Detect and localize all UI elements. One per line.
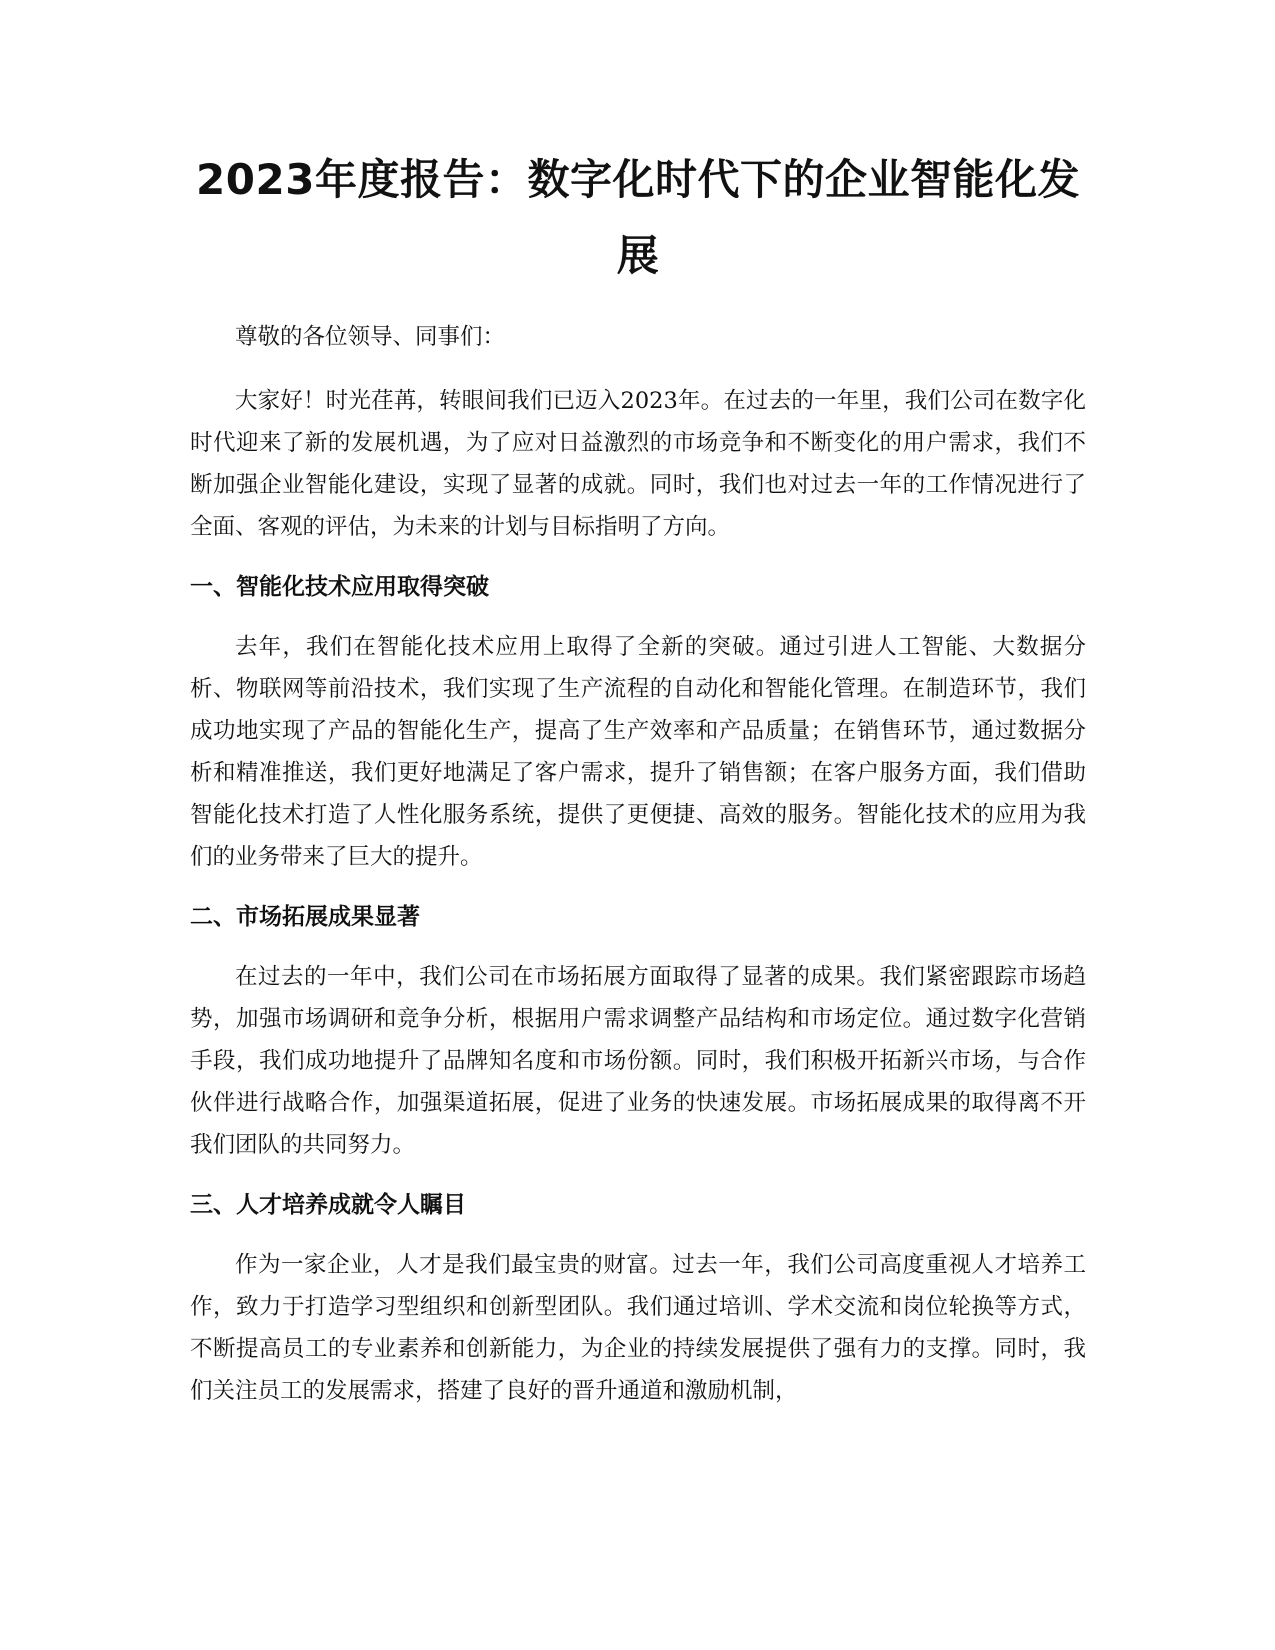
section-body-talent: 作为一家企业，人才是我们最宝贵的财富。过去一年，我们公司高度重视人才培养工作，致力于打造学习型组织和创新型团队。我们通过培训、学术交流和岗位轮换等方式，不断提高员工的专业素养和创新能力，为企业的持续发展提供了强有力的支撑。同时，我们关注员工的发展需求，搭建了良好的晋升通道和激励机制， [190,1252,1086,1404]
section-heading-talent: 三、人才培养成就令人瞩目 [190,1192,466,1218]
section-body-market: 在过去的一年中，我们公司在市场拓展方面取得了显著的成果。我们紧密跟踪市场趋势，加强市场调研和竞争分析，根据用户需求调整产品结构和市场定位。通过数字化营销手段，我们成功地提升了品牌知名度和市场份额。同时，我们积极开拓新兴市场，与合作伙伴进行战略合作，加强渠道拓展，促进了业务的快速发展。市场拓展成果的取得离不开我们团队的共同努力。 [190,964,1086,1158]
document-title: 2023年度报告：数字化时代下的企业智能化发展 [196,155,1080,280]
intro-paragraph: 大家好！时光荏苒，转眼间我们已迈入2023年。在过去的一年里，我们公司在数字化时代迎来了新的发展机遇，为了应对日益激烈的市场竞争和不断变化的用户需求，我们不断加强企业智能化建设，实现了显著的成就。同时，我们也对过去一年的工作情况进行了全面、客观的评估，为未来的计划与目标指明了方向。 [190,388,1086,540]
section-heading-market: 二、市场拓展成果显著 [190,904,420,930]
section-body-tech: 去年，我们在智能化技术应用上取得了全新的突破。通过引进人工智能、大数据分析、物联网等前沿技术，我们实现了生产流程的自动化和智能化管理。在制造环节，我们成功地实现了产品的智能化生产，提高了生产效率和产品质量；在销售环节，通过数据分析和精准推送，我们更好地满足了客户需求，提升了销售额；在客户服务方面，我们借助智能化技术打造了人性化服务系统，提供了更便捷、高效的服务。智能化技术的应用为我们的业务带来了巨大的提升。 [190,634,1086,870]
greeting-paragraph: 尊敬的各位领导、同事们： [235,324,506,350]
section-heading-tech: 一、智能化技术应用取得突破 [190,574,489,600]
document-page [190,142,1086,1412]
